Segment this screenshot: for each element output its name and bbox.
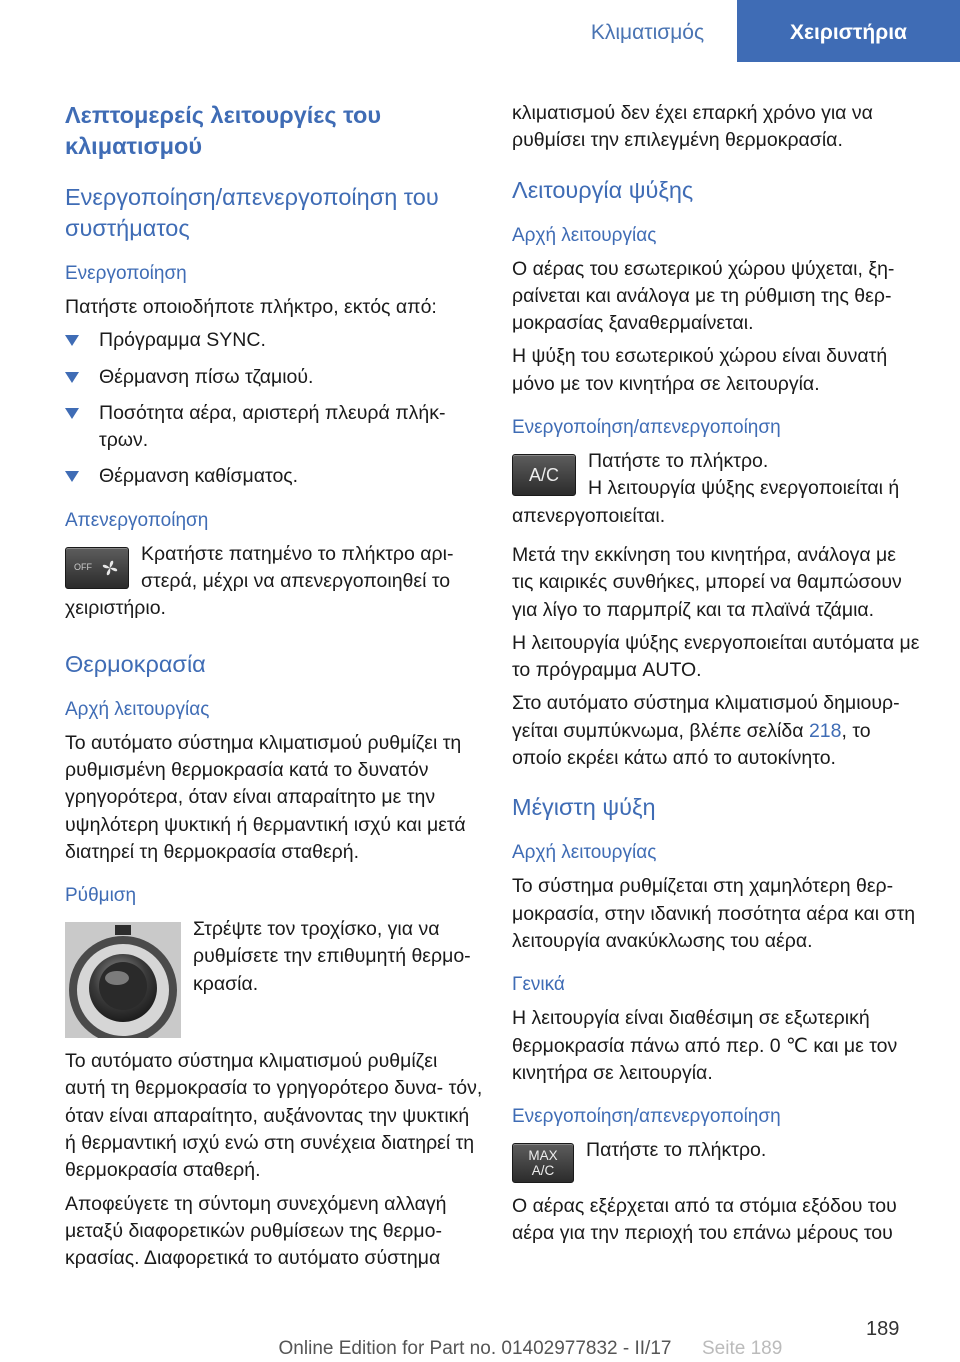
principle-text: Το αυτόματο σύστημα κλιματισμού ρυθμίζει τη ρυθμισμένη θερμοκρασία κατά το δυνατόν γρηγορότερα, όταν είναι απαραίτητο με την υψηλότερη ψυκτική ή θερμαντική ισχύ και μετά διατηρεί τη θερμοκρασία σταθερή. [65, 731, 466, 863]
auto-text: Το αυτόματο σύστημα κλιματισμού ρυθμίζει αυτή τη θερμοκρασία το γρηγορότερο δυνα- τόν, όταν είναι απαραίτητο, αυξάνοντας την ψυκτική ή θερμαντική ισχύ ενώ στη συνέχεια διατηρεί τη θερμοκρασία σταθερή. [65, 1050, 483, 1182]
list-item: Ποσότητα αέρα, αριστερή πλευρά πλήκ- τρων. [65, 400, 483, 455]
cooling-text-2: Η ψύξη του εσωτερικού χώρου είναι δυνατή μόνο με τον κινητήρα σε λειτουργία. [512, 345, 888, 395]
max-ac-button-image: MAX A/C [512, 1143, 574, 1183]
heading-principle-max: Αρχή λειτουργίας [512, 842, 657, 864]
heading-cooling: Λειτουργία ψύξης [512, 176, 694, 203]
max-text: Το σύστημα ρυθμίζεται στη χαμηλότερη θερ- μοκρασία, στην ιδανική ποσότητα αέρα και στη λειτουργία ανακύκλωσης του αέρα. [512, 875, 916, 952]
list-item: Πρόγραμμα SYNC. [65, 327, 483, 354]
right-column [512, 100, 922, 1254]
section-title: Λεπτομερείς λειτουργίες του κλιματισμού [65, 102, 382, 159]
fan-icon [100, 558, 120, 578]
press-text-max: Πατήστε το πλήκτρο. [586, 1139, 767, 1162]
continued-text: κλιματισμού δεν έχει επαρκή χρόνο για να ρυθμίσει την επιλεγμένη θερμοκρασία. [512, 102, 873, 152]
heading-activation: Ενεργοποίηση [65, 263, 187, 284]
heading-max-cooling: Μέγιστη ψύξη [512, 794, 656, 821]
condensate-text: Στο αυτόματο σύστημα κλιματισμού δημιουρ- γείται συμπύκνωμα, βλέπε σελίδα 218, το οποίο εκρέει κάτω από το αυτοκίνητο. [512, 692, 900, 770]
heading-onoff-cooling: Ενεργοποίηση/απενεργοποίηση [512, 417, 781, 439]
heading-principle: Αρχή λειτουργίας [65, 698, 210, 720]
triangle-bullet-icon [65, 408, 79, 419]
triangle-bullet-icon [65, 471, 79, 482]
heading-general: Γενικά [512, 974, 565, 996]
left-column [65, 100, 483, 1279]
setting-block [65, 916, 483, 998]
auto-program-text: Η λειτουργία ψύξης ενεργοποιείται αυτόματα με το πρόγραμμα AUTO. [512, 631, 920, 682]
watermark: Seite 189 [702, 1338, 783, 1359]
list-item: Θέρμανση πίσω τζαμιού. [65, 364, 483, 391]
max-block [512, 1137, 922, 1179]
knob-image [65, 922, 181, 1038]
off-button-image [65, 547, 129, 589]
footer [0, 1338, 960, 1360]
page-link[interactable]: 218 [808, 719, 842, 742]
heading-setting: Ρύθμιση [65, 885, 137, 907]
deactivation-text: Κρατήστε πατημένο το πλήκτρο αρι- στερά, μέχρι να απενεργοποιηθεί το χειριστήριο. [65, 542, 454, 620]
triangle-bullet-icon [65, 335, 79, 346]
press-text: Πατήστε το πλήκτρο. [588, 450, 769, 473]
air-text: Ο αέρας εξέρχεται από τα στόμια εξόδου του αέρα για την περιοχή του επάνω μέρους του [512, 1195, 897, 1245]
cooling-text-1: Ο αέρας του εσωτερικού χώρου ψύχεται, ξη- ραίνεται και ανάλογα με τη ρύθμιση της θερ- μοκρασίας ξαναθερμαίνεται. [512, 257, 895, 335]
rotary-knob-icon [65, 922, 181, 1038]
edition-text: Online Edition for Part no. 01402977832 - II/17 [278, 1338, 672, 1359]
exception-list [65, 327, 483, 490]
header-chapter-tab: Χειριστήρια [737, 0, 960, 62]
ac-button-image: A/C [512, 454, 576, 496]
general-text: Η λειτουργία είναι διαθέσιμη σε εξωτερική θερμοκρασία πάνω από περ. 0 ℃ και με τον κινητήρα σε λειτουργία. [512, 1007, 898, 1084]
ac-toggle-text: Η λειτουργία ψύξης ενεργοποιείται ή απενεργοποιείται. [512, 477, 900, 527]
page-number: 189 [866, 1318, 900, 1340]
off-label: OFF [74, 562, 92, 573]
after-start-text: Μετά την εκκίνηση του κινητήρα, ανάλογα με τις καιρικές συνθήκες, μπορεί να θαμπώσουν για λίγο το παρμπρίζ και τα πλαϊνά τζάμια. [512, 543, 902, 621]
heading-onoff-max: Ενεργοποίηση/απενεργοποίηση [512, 1106, 781, 1128]
setting-text: Στρέψτε τον τροχίσκο, για να ρυθμίσετε την επιθυμητή θερμο- κρασία. [193, 918, 471, 995]
list-item: Θέρμανση καθίσματος. [65, 463, 483, 490]
activation-text: Πατήστε οποιοδήποτε πλήκτρο, εκτός από: [65, 296, 437, 318]
header-section: Κλιματισμός [590, 21, 705, 44]
avoid-text: Αποφεύγετε τη σύντομη συνεχόμενη αλλαγή μεταξύ διαφορετικών ρυθμίσεων της θερμο- κρασίας. Διαφορετικά το αυτόματο σύστημα [65, 1192, 447, 1270]
heading-deactivation: Απενεργοποίηση [65, 509, 209, 531]
heading-temperature: Θερμοκρασία [65, 650, 206, 677]
triangle-bullet-icon [65, 372, 79, 383]
heading-principle-cooling: Αρχή λειτουργίας [512, 224, 657, 246]
deactivation-block [65, 541, 483, 623]
heading-onoff-system: Ενεργοποίηση/απενεργοποίηση του συστήματος [65, 184, 439, 241]
ac-block [512, 448, 922, 530]
